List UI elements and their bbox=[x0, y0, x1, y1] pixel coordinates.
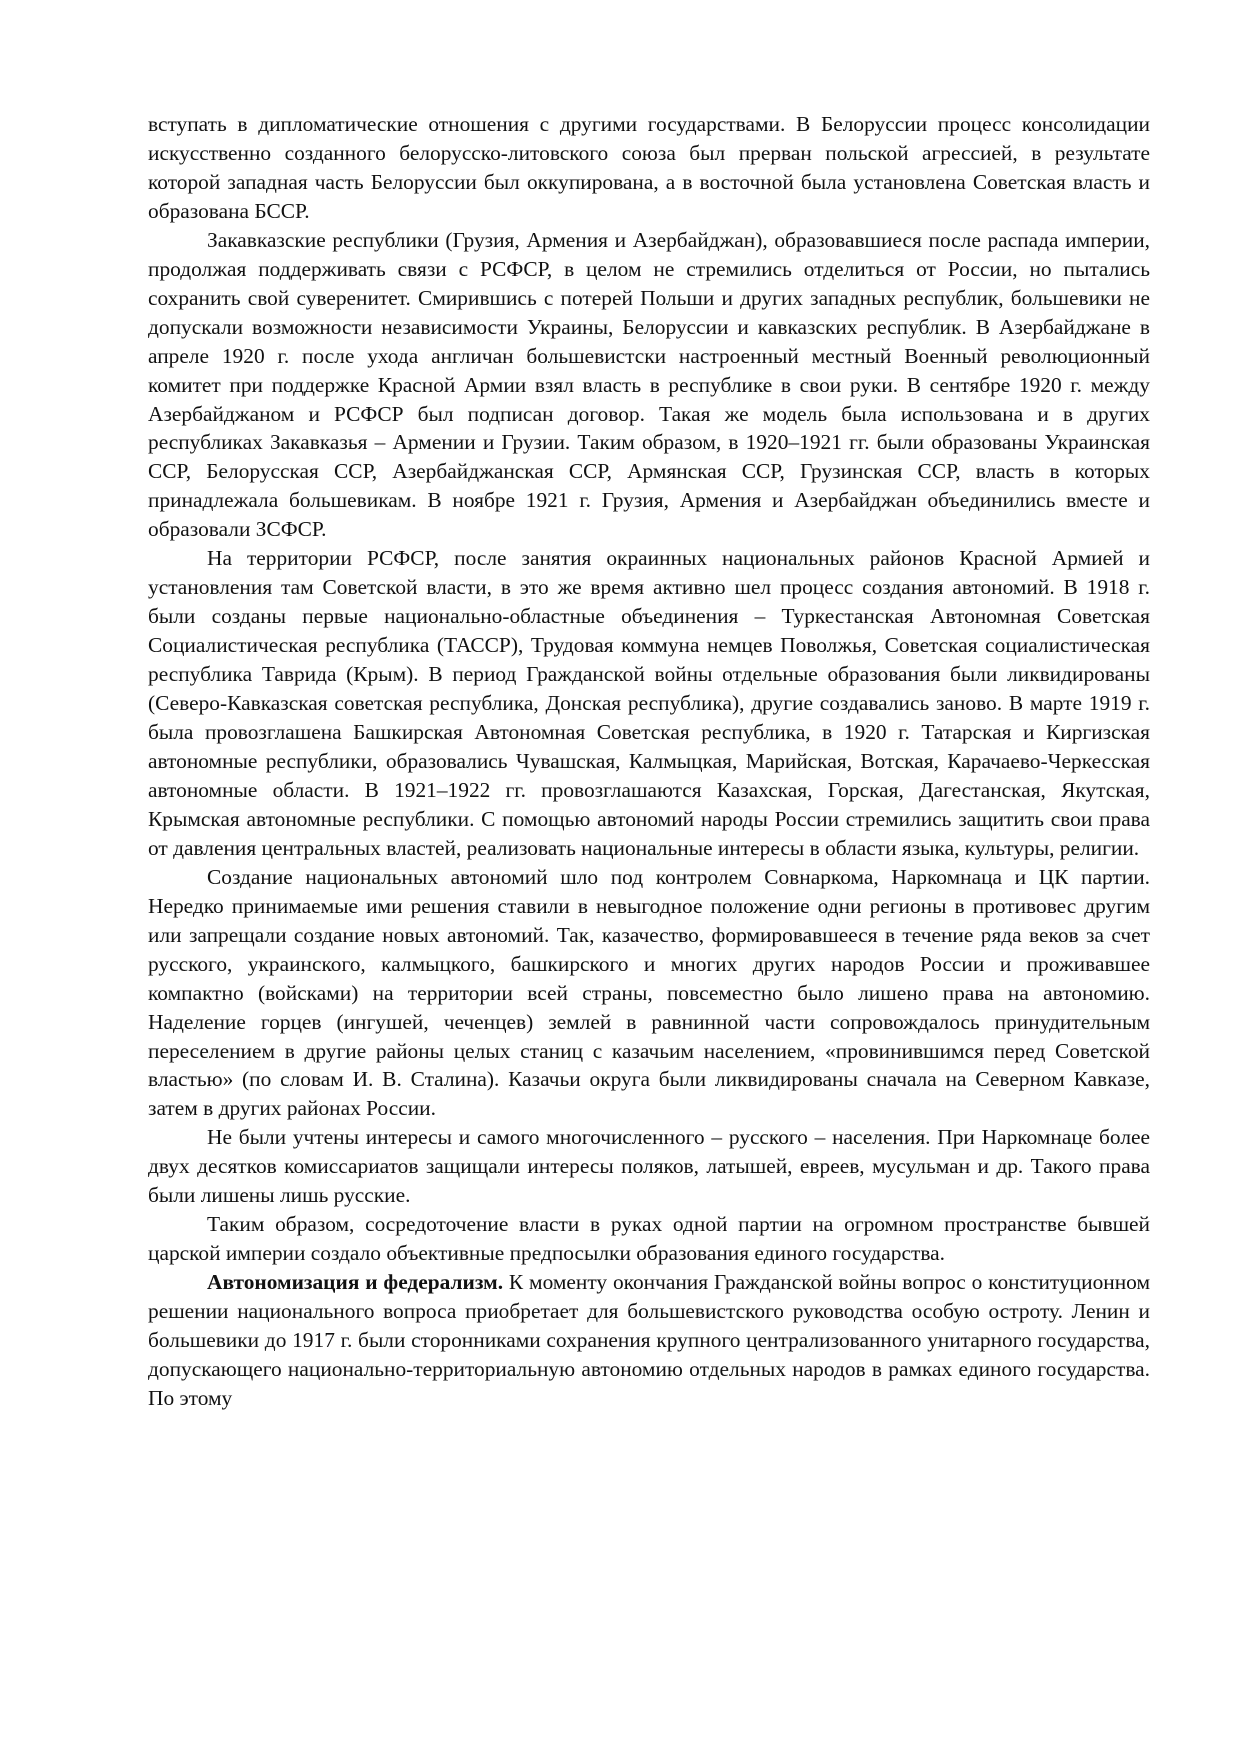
paragraph-transcaucasian-republics: Закавказские республики (Грузия, Армения и Азербайджан), образовавшиеся после распада империи, продолжая поддерживать связи с РСФСР, в целом не стремились отделиться от России, но пытались сохранить свой суверенитет. Смирившись с потерей Польши и других западных республик, большевики не допускали возможности независимости Украины, Белоруссии и кавказских республик. В Азербайджане в апреле 1920 г. после ухода англичан большевистски настроенный местный Военный революционный комитет при поддержке Красной Армии взял власть в республике в свои руки. В сентябре 1920 г. между Азербайджаном и РСФСР был подписан договор. Такая же модель была использована и в других республиках Закавказья – Армении и Грузии. Таким образом, в 1920–1921 гг. были образованы Украинская ССР, Белорусская ССР, Азербайджанская ССР, Армянская ССР, Грузинская ССР, власть в которых принадлежала большевикам. В ноябре 1921 г. Грузия, Армения и Азербайджан объединились вместе и образовали ЗСФСР. bbox=[148, 227, 1150, 542]
paragraph-diplomatic-relations: вступать в дипломатические отношения с другими государствами. В Белоруссии процесс консолидации искусственно созданного белорусско-литовского союза был прерван польской агрессией, в результате которой западная часть Белоруссии был оккупирована, а в восточной была установлена Советская власть и образована БССР. bbox=[148, 112, 1150, 223]
section-heading-autonomization: Автономизация и федерализм. bbox=[207, 1270, 504, 1295]
paragraph-rsfsr-autonomies: На территории РСФСР, после занятия окраинных национальных районов Красной Армией и установления там Советской власти, в это же время активно шел процесс создания автономий. В 1918 г. были созданы первые национально-областные объединения – Туркестанская Автономная Советская Социалистическая республика (ТАССР), Трудовая коммуна немцев Поволжья, Советская социалистическая республика Таврида (Крым). В период Гражданской войны отдельные образования были ликвидированы (Северо-Кавказская советская республика, Донская республика), другие создавались заново. В марте 1919 г. была провозглашена Башкирская Автономная Советская республика, в 1920 г. Татарская и Киргизская автономные республики, образовались Чувашская, Калмыцкая, Марийская, Вотская, Карачаево-Черкесская автономные области. В 1921–1922 гг. провозглашаются Казахская, Горская, Дагестанская, Якутская, Крымская автономные республики. С помощью автономий народы России стремились защитить свои права от давления центральных властей, реализовать национальные интересы в области языка, культуры, религии. bbox=[148, 546, 1150, 860]
paragraph-russian-population: Не были учтены интересы и самого многочисленного – русского – населения. При Наркомнаце более двух десятков комиссариатов защищали интересы поляков, латышей, евреев, мусульман и др. Такого права были лишены лишь русские. bbox=[148, 1125, 1150, 1208]
paragraph-autonomization-federalism bbox=[148, 1268, 1150, 1413]
document-page bbox=[148, 110, 1150, 1413]
paragraph-autonomization-body: К моменту окончания Гражданской войны вопрос о конституционном решении национального вопроса приобретает для большевистского руководства особую остроту. Ленин и большевики до 1917 г. были сторонниками сохранения крупного централизованного унитарного государства, допускающего национально-территориальную автономию отдельных народов в рамках единого государства. По этому bbox=[148, 1270, 1150, 1410]
paragraph-conclusion: Таким образом, сосредоточение власти в руках одной партии на огромном пространстве бывшей царской империи создало объективные предпосылки образования единого государства. bbox=[148, 1212, 1150, 1266]
paragraph-national-autonomies-control: Создание национальных автономий шло под контролем Совнаркома, Наркомнаца и ЦК партии. Нередко принимаемые ими решения ставили в невыгодное положение одни регионы в противовес другим или запрещали создание новых автономий. Так, казачество, формировавшееся в течение ряда веков за счет русского, украинского, калмыцкого, башкирского и многих других народов России и проживавшее компактно (войсками) на территории всей страны, повсеместно было лишено права на автономию. Наделение горцев (ингушей, чеченцев) землей в равнинной части сопровождалось принудительным переселением в другие районы целых станиц с казачьим населением, «провинившимся перед Советской властью» (по словам И. В. Сталина). Казачьи округа были ликвидированы сначала на Северном Кавказе, затем в других районах России. bbox=[148, 864, 1150, 1121]
